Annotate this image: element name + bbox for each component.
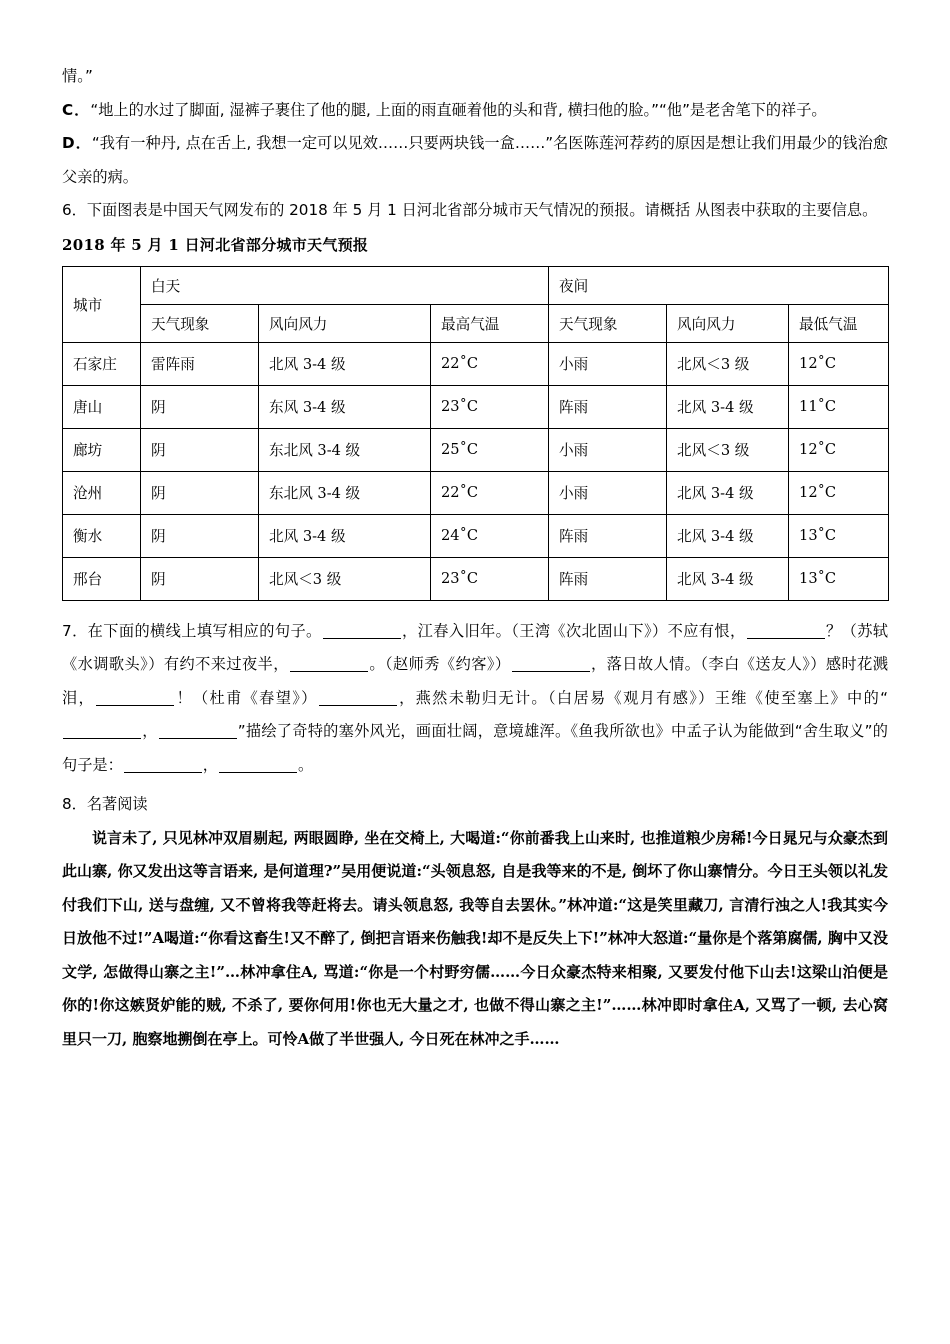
table-header-sub-row (63, 304, 889, 342)
cell-day-phenomenon: 阴 (141, 385, 259, 428)
cell-day-wind: 北风 3-4 级 (259, 514, 431, 557)
fill-blank-10[interactable] (219, 757, 297, 773)
fill-blank-3[interactable] (290, 656, 368, 672)
cell-night-phenomenon: 小雨 (549, 428, 667, 471)
cell-night-wind: 北风 3-4 级 (667, 514, 789, 557)
cell-day-phenomenon: 阴 (141, 557, 259, 600)
weather-forecast-table (62, 266, 889, 601)
table-header-night: 夜间 (549, 266, 889, 304)
cell-city: 石家庄 (63, 342, 141, 385)
cell-day-wind: 北风＜3 级 (259, 557, 431, 600)
option-c (62, 94, 888, 128)
fill-blank-7[interactable] (63, 723, 141, 739)
cell-day-wind: 东北风 3-4 级 (259, 428, 431, 471)
question-6-stem (62, 194, 888, 228)
question-7-seg-9: ， (202, 755, 218, 774)
question-6-stem-text: 下面图表是中国天气网发布的 2018 年 5 月 1 日河北省部分城市天气情况的预报。请概括 从图表中获取的主要信息。 (86, 201, 878, 219)
cell-day-high: 22˚C (431, 342, 549, 385)
cell-day-high: 24˚C (431, 514, 549, 557)
cell-day-wind: 北风 3-4 级 (259, 342, 431, 385)
question-7-seg-2: ？（苏轼《水调歌头》）有约不来过夜半， (62, 621, 888, 673)
cell-day-high: 22˚C (431, 471, 549, 514)
fill-blank-6[interactable] (319, 690, 397, 706)
cell-day-wind: 东风 3-4 级 (259, 385, 431, 428)
question-8-number: 8． (62, 795, 87, 813)
fill-blank-2[interactable] (747, 623, 825, 639)
cell-city: 唐山 (63, 385, 141, 428)
option-d (62, 127, 888, 194)
cell-day-high: 23˚C (431, 385, 549, 428)
question-7-seg-4: ，落日故人情。（李白《送友人》）感时花溅泪， (62, 655, 888, 707)
fill-blank-8[interactable] (159, 723, 237, 739)
question-7-seg-7: ， (142, 722, 158, 740)
cell-night-wind: 北风 3-4 级 (667, 385, 789, 428)
cell-city: 沧州 (63, 471, 141, 514)
cell-night-low: 13˚C (789, 514, 889, 557)
table-row (63, 342, 889, 385)
weather-table-caption: 2018 年 5 月 1 日河北省部分城市天气预报 (62, 235, 369, 254)
table-header-night-phenomenon: 天气现象 (549, 304, 667, 342)
question-7-seg-6: ，燕然未勒归无计。（白居易《观月有感》）王维《使至塞上》中的“ (397, 688, 889, 707)
cell-night-wind: 北风 3-4 级 (667, 557, 789, 600)
question-8-title (62, 788, 888, 822)
cell-city: 廊坊 (63, 428, 141, 471)
question-6-number: 6． (62, 201, 87, 219)
option-c-text: “地上的水过了脚面, 湿裤子裹住了他的腿, 上面的雨直砸着他的头和背, 横扫他的脸。”“他”是老舍笔下的祥子。 (90, 100, 827, 119)
cell-night-wind: 北风＜3 级 (667, 428, 789, 471)
cell-city: 邢台 (63, 557, 141, 600)
option-c-label: C． (62, 100, 91, 119)
cell-night-phenomenon: 小雨 (549, 471, 667, 514)
cell-night-low: 13˚C (789, 557, 889, 600)
fill-blank-5[interactable] (96, 690, 174, 706)
option-d-label: D． (62, 134, 92, 152)
cell-night-wind: 北风 3-4 级 (667, 471, 789, 514)
table-row (63, 428, 889, 471)
table-header-group-row (63, 266, 889, 304)
cell-city: 衡水 (63, 514, 141, 557)
table-header-day-phenomenon: 天气现象 (141, 304, 259, 342)
table-row (63, 557, 889, 600)
table-header-night-wind: 风向风力 (667, 304, 789, 342)
table-row (63, 385, 889, 428)
fill-blank-9[interactable] (124, 757, 202, 773)
cell-day-phenomenon: 阴 (141, 428, 259, 471)
table-header-day-wind: 风向风力 (259, 304, 431, 342)
carryover-fragment: 情。” (62, 67, 93, 85)
table-row (63, 514, 889, 557)
cell-day-phenomenon: 阴 (141, 471, 259, 514)
cell-day-high: 23˚C (431, 557, 549, 600)
table-header-night-low: 最低气温 (789, 304, 889, 342)
cell-day-high: 25˚C (431, 428, 549, 471)
table-header-city: 城市 (63, 266, 141, 342)
table-header-day-high: 最高气温 (431, 304, 549, 342)
question-7-seg-5: ！（杜甫《春望》） (175, 688, 318, 707)
question-7-number: 7． (62, 621, 88, 640)
cell-day-phenomenon: 雷阵雨 (141, 342, 259, 385)
cell-night-low: 11˚C (789, 385, 889, 428)
cell-night-phenomenon: 阵雨 (549, 557, 667, 600)
cell-night-phenomenon: 小雨 (549, 342, 667, 385)
question-8-title-text: 名著阅读 (86, 795, 148, 813)
question-7-seg-3: 。（赵师秀《约客》） (368, 655, 511, 673)
table-row (63, 471, 889, 514)
cell-night-low: 12˚C (789, 428, 889, 471)
fill-blank-1[interactable] (323, 623, 401, 639)
cell-day-phenomenon: 阴 (141, 514, 259, 557)
table-header-daytime: 白天 (141, 266, 549, 304)
question-7-seg-0: 在下面的横线上填写相应的句子。 (87, 621, 322, 640)
cell-night-phenomenon: 阵雨 (549, 385, 667, 428)
cell-night-low: 12˚C (789, 342, 889, 385)
question-7-seg-8: ”描绘了奇特的塞外风光，画面壮阔，意境雄浑。《鱼我所欲也》中孟子认为能做到“舍生取义”的句子是： (62, 722, 888, 774)
question-7-seg-10: 。 (297, 755, 314, 774)
cell-night-phenomenon: 阵雨 (549, 514, 667, 557)
cell-night-low: 12˚C (789, 471, 889, 514)
fill-blank-4[interactable] (512, 656, 590, 672)
cell-night-wind: 北风＜3 级 (667, 342, 789, 385)
question-7-seg-1: ，江春入旧年。（王湾《次北固山下》）不应有恨， (401, 621, 746, 640)
question-7 (62, 615, 888, 783)
option-d-text: “我有一种丹, 点在舌上, 我想一定可以见效……只要两块钱一盒……”名医陈莲河荐药的原因是想让我们用最少的钱治愈父亲的病。 (62, 134, 888, 186)
question-8-excerpt: 说言未了, 只见林冲双眉剔起, 两眼圆睁, 坐在交椅上, 大喝道:“你前番我上山来时, 也推道粮少房稀!今日晁兄与众豪杰到此山寨, 你又发出这等言语来, 是何道理?”吴用便说道:“头领息怒, 自是我等来的不是, 倒坏了你山寨情分。今日王头领以礼发付我们下山, 送与盘缠, 又不曾将我等赶将去。请头领息怒, 我等自去罢休。”林冲道:“这是笑里藏刀, 言清行浊之人!我其实今日放他不过!”A喝道:“你看这畜生!又不醉了, 倒把言语来伤触我!却不是反失上下!”林冲大怒道:“量你是个落第腐儒, 胸中又没文学, 怎做得山寨之主!”…林冲拿住A, 骂道:“你是一个村野穷儒……今日众豪杰特来相聚, 又要发付他下山去!这梁山泊便是你的!你这嫉贤妒能的贼, 不杀了, 要你何用!你也无大量之才, 也做不得山寨之主!”……林冲即时拿住A, 又骂了一顿, 去心窝里只一刀, 胞察地搠倒在亭上。可怜A做了半世强人, 今日死在林冲之手…… (62, 828, 888, 1048)
cell-day-wind: 东北风 3-4 级 (259, 471, 431, 514)
